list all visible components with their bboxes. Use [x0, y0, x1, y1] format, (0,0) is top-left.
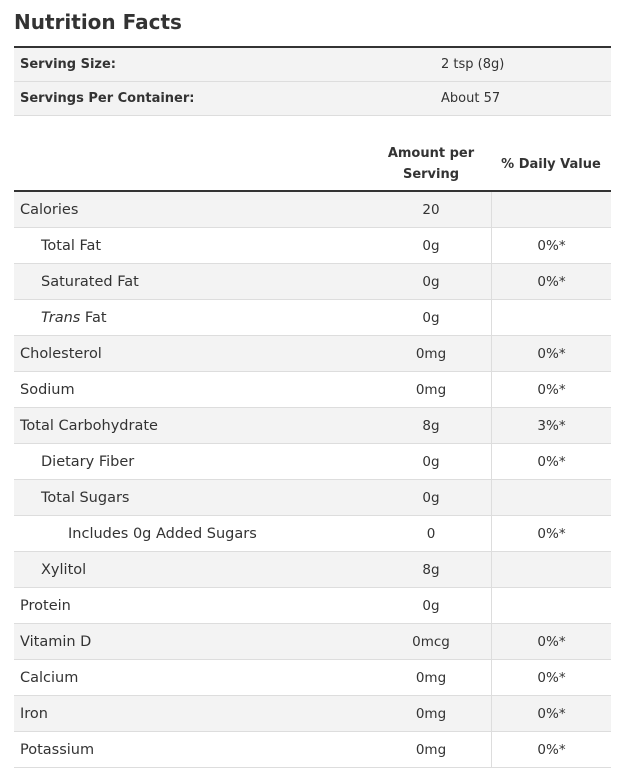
table-row: [14, 624, 611, 660]
nutrient-amount: 0g: [422, 237, 440, 254]
table-row: [14, 480, 611, 516]
nutrient-daily-value: 0%*: [491, 732, 611, 767]
nutrient-name: Calcium: [20, 669, 79, 686]
table-row: [14, 228, 611, 264]
nutrient-amount: 0mg: [415, 345, 447, 362]
nutrient-daily-value: 0%*: [491, 660, 611, 695]
header-daily-value: % Daily Value: [501, 156, 601, 172]
nutrient-amount: 0mg: [415, 705, 447, 722]
nutrient-amount: 0mg: [415, 669, 447, 686]
nutrient-daily-value: [491, 300, 611, 335]
serving-size-label: Serving Size:: [20, 57, 117, 72]
nutrient-daily-value: 0%*: [491, 336, 611, 371]
nutrient-daily-value: 0%*: [491, 444, 611, 479]
nutrient-name-rest: Fat: [80, 309, 107, 326]
table-row: [14, 516, 611, 552]
nutrient-amount: 0g: [422, 597, 440, 614]
nutrient-amount: 0mcg: [412, 633, 450, 650]
nutrient-daily-value: [491, 192, 611, 227]
nutrient-amount: 0g: [422, 309, 440, 326]
nutrient-daily-value: [491, 480, 611, 515]
table-row: [14, 660, 611, 696]
table-row: [14, 732, 611, 768]
nutrient-name: Protein: [20, 597, 71, 614]
nutrient-name: Saturated Fat: [41, 273, 139, 290]
table-row: [14, 192, 611, 228]
nutrient-daily-value: [491, 552, 611, 587]
nutrient-daily-value: 3%*: [491, 408, 611, 443]
table-row: [14, 696, 611, 732]
nutrient-amount: 0g: [422, 273, 440, 290]
nutrient-amount: 0mg: [415, 381, 447, 398]
servings-per-container-row: [14, 82, 611, 116]
servings-per-container-label: Servings Per Container:: [20, 91, 195, 106]
nutrient-daily-value: 0%*: [491, 228, 611, 263]
nutrients-rows: [14, 192, 611, 768]
nutrient-amount: 0: [426, 525, 436, 542]
header-amount-per-serving: Amount per Serving: [387, 146, 475, 182]
nutrient-amount: 8g: [422, 417, 440, 434]
nutrient-name-italic: Trans: [41, 309, 81, 326]
nutrient-name: Total Fat: [41, 237, 102, 254]
table-row: [14, 408, 611, 444]
nutrient-name: Includes 0g Added Sugars: [68, 525, 257, 542]
nutrient-amount: 0g: [422, 489, 440, 506]
page-title: Nutrition Facts: [14, 10, 182, 34]
nutrient-daily-value: [491, 588, 611, 623]
nutrients-table: [14, 138, 611, 768]
nutrient-name: Dietary Fiber: [41, 453, 135, 470]
table-row: [14, 336, 611, 372]
table-row: [14, 552, 611, 588]
nutrient-name: Sodium: [20, 381, 75, 398]
nutrient-name: Potassium: [20, 741, 95, 758]
serving-size-row: [14, 48, 611, 82]
nutrient-name: Iron: [20, 705, 48, 722]
table-row: [14, 372, 611, 408]
nutrient-name: Cholesterol: [20, 345, 102, 362]
table-row: [14, 264, 611, 300]
nutrient-name: Total Carbohydrate: [20, 417, 158, 434]
nutrients-table-header: [14, 138, 611, 192]
nutrient-name: Vitamin D: [20, 633, 92, 650]
nutrient-daily-value: 0%*: [491, 696, 611, 731]
nutrient-name: Xylitol: [41, 561, 87, 578]
nutrient-name: [14, 310, 371, 326]
nutrient-daily-value: 0%*: [491, 264, 611, 299]
nutrient-amount: 20: [422, 201, 440, 218]
nutrient-amount: 8g: [422, 561, 440, 578]
nutrient-name: Total Sugars: [41, 489, 130, 506]
serving-info-table: [14, 46, 611, 116]
nutrient-daily-value: 0%*: [491, 372, 611, 407]
nutrient-daily-value: 0%*: [491, 516, 611, 551]
nutrient-name: Calories: [20, 201, 79, 218]
nutrient-amount: 0mg: [415, 741, 447, 758]
table-row: [14, 444, 611, 480]
nutrient-amount: 0g: [422, 453, 440, 470]
serving-size-value: 2 tsp (8g): [441, 57, 505, 72]
nutrient-daily-value: 0%*: [491, 624, 611, 659]
table-row: [14, 588, 611, 624]
servings-per-container-value: About 57: [441, 91, 501, 106]
table-row: [14, 300, 611, 336]
